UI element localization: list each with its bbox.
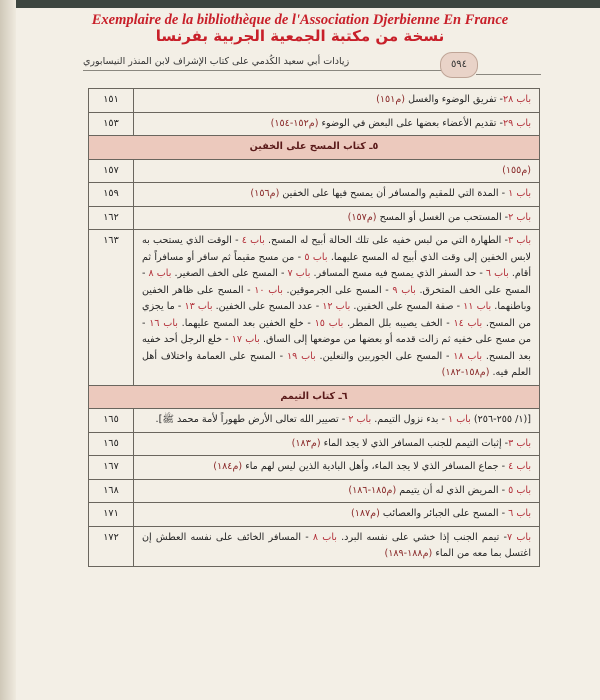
chapter-label: باب ٩ — [392, 284, 416, 296]
entry-title: - المسح على العمامة واختلاف أهل العلم فيه. — [142, 350, 531, 378]
page-ref: ١٧٢ — [89, 526, 134, 566]
chapter-label: باب ٨ — [148, 268, 172, 279]
chapter-label: باب ٢ — [348, 414, 372, 425]
chapter-label: باب ١٣ — [184, 301, 213, 312]
entry-text — [134, 456, 540, 480]
toc-entry-row — [89, 89, 540, 113]
page-ref: ١٥٧ — [89, 159, 134, 183]
toc-entry-row — [89, 206, 540, 230]
entry-title: - المسح على الجوربين والنعلين. — [315, 350, 454, 362]
toc-entry-row — [89, 230, 540, 386]
toc-entry-row — [89, 159, 540, 183]
entry-text — [134, 432, 540, 456]
toc-entry-row — [89, 526, 540, 566]
chapter-label: باب ٣ — [508, 235, 531, 246]
page-ref: ١٦٣ — [89, 230, 134, 386]
entry-title: - ما يجزي من المسح. — [142, 301, 532, 329]
running-header — [83, 56, 463, 71]
chapter-label: باب ١٢ — [322, 301, 351, 312]
entry-text — [134, 526, 540, 566]
chapter-label: باب ١٠ — [254, 284, 283, 296]
book-spine-shadow — [0, 0, 16, 700]
entry-text — [134, 206, 540, 230]
entry-title: - المسح على الجرموقين. — [282, 284, 393, 296]
entry-title: - من مسح على خفيه ثم زالت قدمه أو بعضها من موضعها إلى الساق. — [142, 317, 531, 345]
chapter-label: باب ١١ — [463, 301, 492, 312]
issue-reference: (م١٨٤) — [213, 461, 243, 472]
chapter-label: باب ٣ — [508, 437, 531, 449]
toc-entry-row — [89, 112, 540, 136]
page-ref: ١٦٥ — [89, 432, 134, 456]
entry-text — [134, 159, 540, 183]
toc-entry-row — [89, 479, 540, 503]
chapter-label: باب ١٥ — [314, 317, 344, 329]
toc-entry-row — [89, 183, 540, 207]
issue-reference: (م١٥٨-١٨٢) — [441, 367, 490, 378]
entry-title: - المسح على الخف الصغير. — [171, 268, 288, 279]
entry-text — [134, 183, 540, 207]
page-ref: ١٦٢ — [89, 206, 134, 230]
section-title: ٦ـ كتاب التيمم — [89, 385, 540, 409]
entry-title: - المسافر الخائف على نفسه العطش إن اغتسل بما معه من الماء — [142, 531, 531, 559]
section-heading-row — [89, 385, 540, 409]
entry-title: - تيمم الجنب إذا خشي على نفسه البرد. — [336, 531, 507, 543]
page-number-badge: ٥٩٤ — [440, 52, 478, 78]
chapter-label: باب ١ — [448, 414, 471, 425]
scan-top-edge — [0, 0, 600, 8]
page-ref: ١٦٨ — [89, 479, 134, 503]
chapter-label: باب ٢٨ — [503, 94, 531, 105]
issue-reference: (م١٨٥-١٨٦) — [348, 484, 397, 496]
entry-title: - المدة التي للمقيم والمسافر أن يمسح فيها على الخفين — [279, 188, 509, 199]
chapter-label: باب ١٦ — [149, 317, 178, 329]
entry-title: - تصيير الله تعالى الأرض طهوراً لأمة محمد ﷺ]. — [155, 414, 349, 425]
running-title: زيادات أبي سعيد الكُدمي على كتاب الإشراف لابن المنذر النيسابوري — [83, 56, 350, 67]
entry-text — [134, 479, 540, 503]
chapter-label: باب ٤ — [241, 235, 265, 246]
issue-reference: (م١٨٨-١٨٩) — [384, 548, 433, 559]
entry-title: - تقديم الأعضاء بعضها على البعض في الوضوء — [318, 117, 503, 129]
chapter-label: باب ١٧ — [231, 334, 260, 345]
entry-title: - الوقت الذي يستحب به لابس الخفين إلى وقت الذي أبيح له المسح عليهما. — [142, 235, 531, 263]
chapter-label: باب ٧ — [287, 268, 311, 279]
chapter-label: باب ٨ — [312, 531, 337, 543]
issue-reference: (م١٨٧) — [350, 508, 380, 519]
entry-title: - جماع المسافر الذي لا يجد الماء، وأهل البادية الذين ليس لهم ماء — [242, 461, 509, 472]
table-of-contents — [88, 88, 540, 567]
page-ref: ١٥٣ — [89, 112, 134, 136]
toc-entry-row — [89, 409, 540, 433]
entry-title: - خلع الرجل أحد خفيه بعد المسح. — [142, 334, 531, 362]
entry-title: - الطهارة التي من لبس خفيه على تلك الحالة أبيح له المسح. — [264, 235, 508, 246]
entry-text — [134, 112, 540, 136]
library-stamp-arabic: نسخة من مكتبة الجمعية الجربية بفرنسا — [155, 27, 445, 45]
entry-title: - خلع الخفين بعد المسح عليهما. — [177, 317, 315, 329]
entry-title: - إثبات التيمم للجنب المسافر الذي لا يجد الماء — [320, 437, 509, 449]
chapter-label: باب ٧ — [507, 531, 531, 543]
issue-reference: (م١٥٧) — [347, 211, 377, 223]
entry-title: [(١/ ٢٥٥-٢٥٦) — [470, 414, 531, 425]
chapter-label: باب ١ — [508, 188, 531, 199]
page-ref: ١٥١ — [89, 89, 134, 113]
entry-text — [134, 230, 540, 386]
toc-entry-row — [89, 456, 540, 480]
chapter-label: باب ١٨ — [453, 350, 483, 362]
chapter-label: باب ٥ — [304, 251, 328, 263]
toc-entry-row — [89, 503, 540, 527]
chapter-label: باب ٦ — [508, 508, 531, 519]
header-rule — [476, 74, 541, 75]
entry-title: - المسح على الخف المتخرق. — [142, 268, 531, 296]
entry-title: - المسح على ظاهر الخفين وباطنهما. — [142, 284, 531, 312]
chapter-label: باب ٢ — [508, 211, 531, 223]
issue-reference: (م١٥٥) — [502, 164, 531, 176]
section-heading-row — [89, 136, 540, 160]
page-ref: ١٥٩ — [89, 183, 134, 207]
entry-title: - المسح على الجبائر والعصائب — [379, 508, 509, 519]
entry-title: - تفريق الوضوء والغسل — [405, 94, 503, 105]
chapter-label: باب ٢٩ — [503, 117, 531, 129]
issue-reference: (م١٨٣) — [291, 437, 321, 449]
entry-title: - بدء نزول التيمم. — [371, 414, 448, 425]
toc-entry-row — [89, 432, 540, 456]
section-title: ٥ـ كتاب المسح على الخفين — [89, 136, 540, 160]
issue-reference: (م١٥٢-١٥٤) — [270, 117, 319, 129]
entry-text — [134, 503, 540, 527]
chapter-label: باب ١٤ — [453, 317, 483, 329]
chapter-label: باب ١٩ — [286, 350, 316, 362]
chapter-label: باب ٥ — [508, 484, 531, 496]
chapter-label: باب ٤ — [508, 461, 531, 472]
entry-title: - المريض الذي له أن يتيمم — [396, 484, 509, 496]
issue-reference: (م١٥٦) — [250, 188, 280, 199]
entry-title: - المستحب من الغسل أو المسح — [376, 211, 509, 223]
entry-title: - الخف يصيبه بلل المطر. — [343, 317, 454, 329]
entry-title: - صفة المسح على الخفين. — [350, 301, 464, 312]
page-ref: ١٧١ — [89, 503, 134, 527]
entry-title: - من مسح مقيماً ثم سافر أو مسافراً ثم أقام. — [142, 251, 531, 279]
entry-text — [134, 409, 540, 433]
entry-text — [134, 89, 540, 113]
chapter-label: باب ٦ — [485, 268, 509, 279]
page-ref: ١٦٧ — [89, 456, 134, 480]
library-stamp-french: Exemplaire de la bibliothèque de l'Association Djerbienne En France — [91, 12, 509, 28]
entry-title: - حد السفر الذي يمسح فيه مسح المسافر. — [310, 268, 486, 279]
entry-title: - عدد المسح على الخفين. — [212, 301, 323, 312]
page-ref: ١٦٥ — [89, 409, 134, 433]
issue-reference: (م١٥١) — [376, 94, 406, 105]
